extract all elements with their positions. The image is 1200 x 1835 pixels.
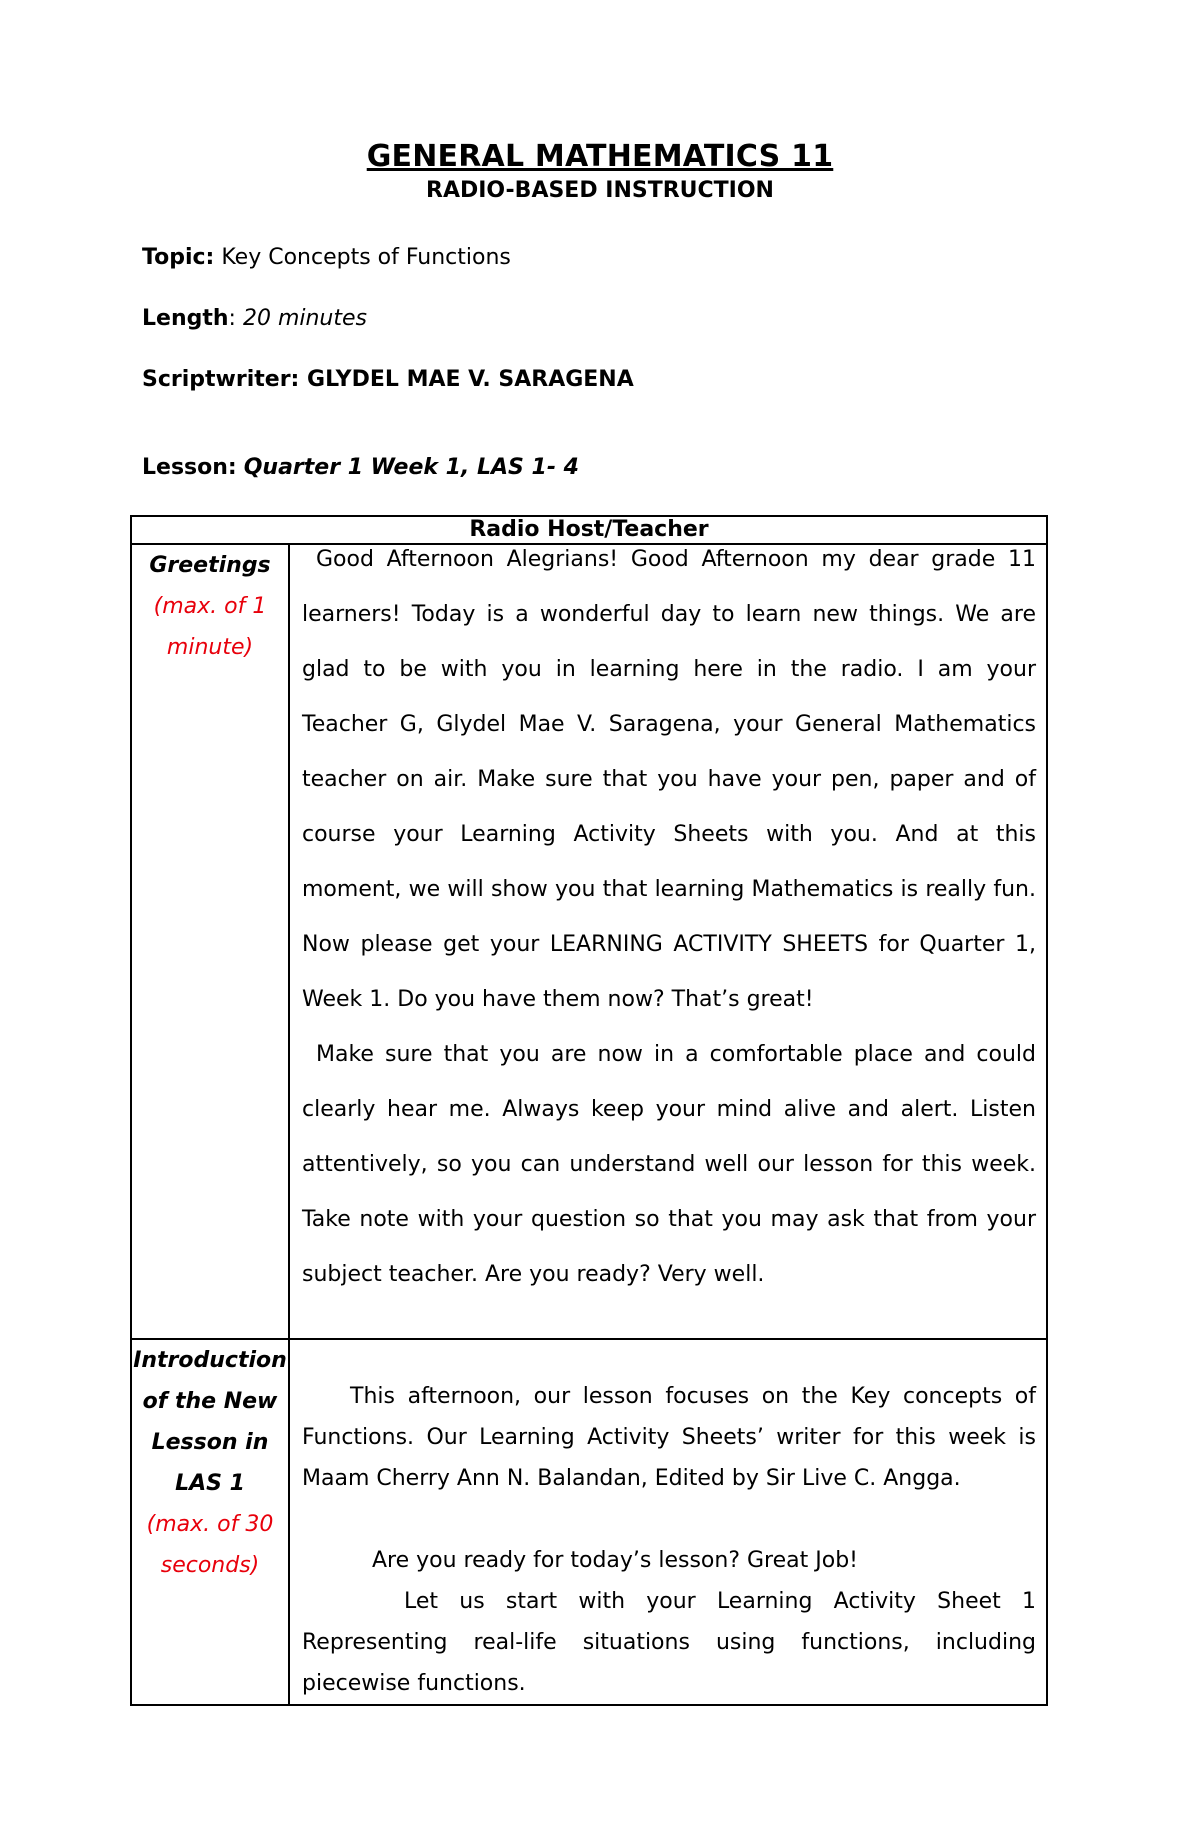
segment-duration: (max. of 1 minute)	[153, 594, 267, 660]
segment-label-greetings	[131, 544, 289, 1339]
script-paragraph: Make sure that you are now in a comfortable place and could clearly hear me. Always keep your mind alive and alert. Listen attentively, so you can understand well our lesson for this week. Take note with your question so that you may ask that from your subject teacher. Are you ready? Very well.	[302, 1042, 1036, 1287]
lesson-value: Quarter 1 Week 1, LAS 1- 4	[243, 455, 579, 480]
host-header: Radio Host/Teacher	[131, 516, 1047, 544]
length-colon: :	[228, 306, 236, 331]
segment-title: Introduction of the New Lesson in LAS 1	[133, 1348, 287, 1496]
segment-title: Greetings	[149, 553, 271, 578]
table-row	[131, 1339, 1047, 1705]
document-title: GENERAL MATHEMATICS 11	[366, 139, 834, 174]
scriptwriter-value: GLYDEL MAE V. SARAGENA	[307, 367, 634, 392]
script-paragraph: Good Afternoon Alegrians! Good Afternoon my dear grade 11 learners! Today is a wonderful day to learn new things. We are glad to be with you in learning here in the radio. I am your Teacher G, Glydel Mae V. Saragena, your General Mathematics teacher on air. Make sure that you have your pen, paper and of course your Learning Activity Sheets with you. And at this moment, we will show you that learning Mathematics is really fun. Now please get your LEARNING ACTIVITY SHEETS for Quarter 1, Week 1. Do you have them now? That’s great!	[302, 547, 1036, 1012]
length-value: 20 minutes	[242, 306, 367, 331]
table-row	[131, 544, 1047, 1339]
topic-value: Key Concepts of Functions	[221, 245, 511, 270]
length-line	[142, 306, 367, 331]
topic-line	[142, 245, 511, 270]
scriptwriter-label: Scriptwriter:	[142, 367, 300, 392]
segment-content-greetings	[289, 544, 1047, 1339]
length-label: Length	[142, 306, 229, 331]
topic-label: Topic:	[142, 245, 215, 270]
script-paragraph: This afternoon, our lesson focuses on the Key concepts of Functions. Our Learning Activity Sheets’ writer for this week is Maam Cherry Ann N. Balandan, Edited by Sir Live C. Angga.	[302, 1384, 1036, 1491]
segment-label-introduction	[131, 1339, 289, 1705]
segment-duration: (max. of 30 seconds)	[146, 1512, 274, 1578]
document-subtitle: RADIO-BASED INSTRUCTION	[426, 178, 774, 203]
script-paragraph: Are you ready for today’s lesson? Great Job!	[372, 1548, 858, 1573]
lesson-label: Lesson:	[142, 455, 237, 480]
script-table	[130, 515, 1048, 1706]
lesson-line	[142, 455, 579, 480]
scriptwriter-line	[142, 367, 634, 392]
script-paragraph: Let us start with your Learning Activity Sheet 1 Representing real-life situations using functions, including piecewise functions.	[302, 1589, 1036, 1696]
segment-content-introduction	[289, 1339, 1047, 1705]
